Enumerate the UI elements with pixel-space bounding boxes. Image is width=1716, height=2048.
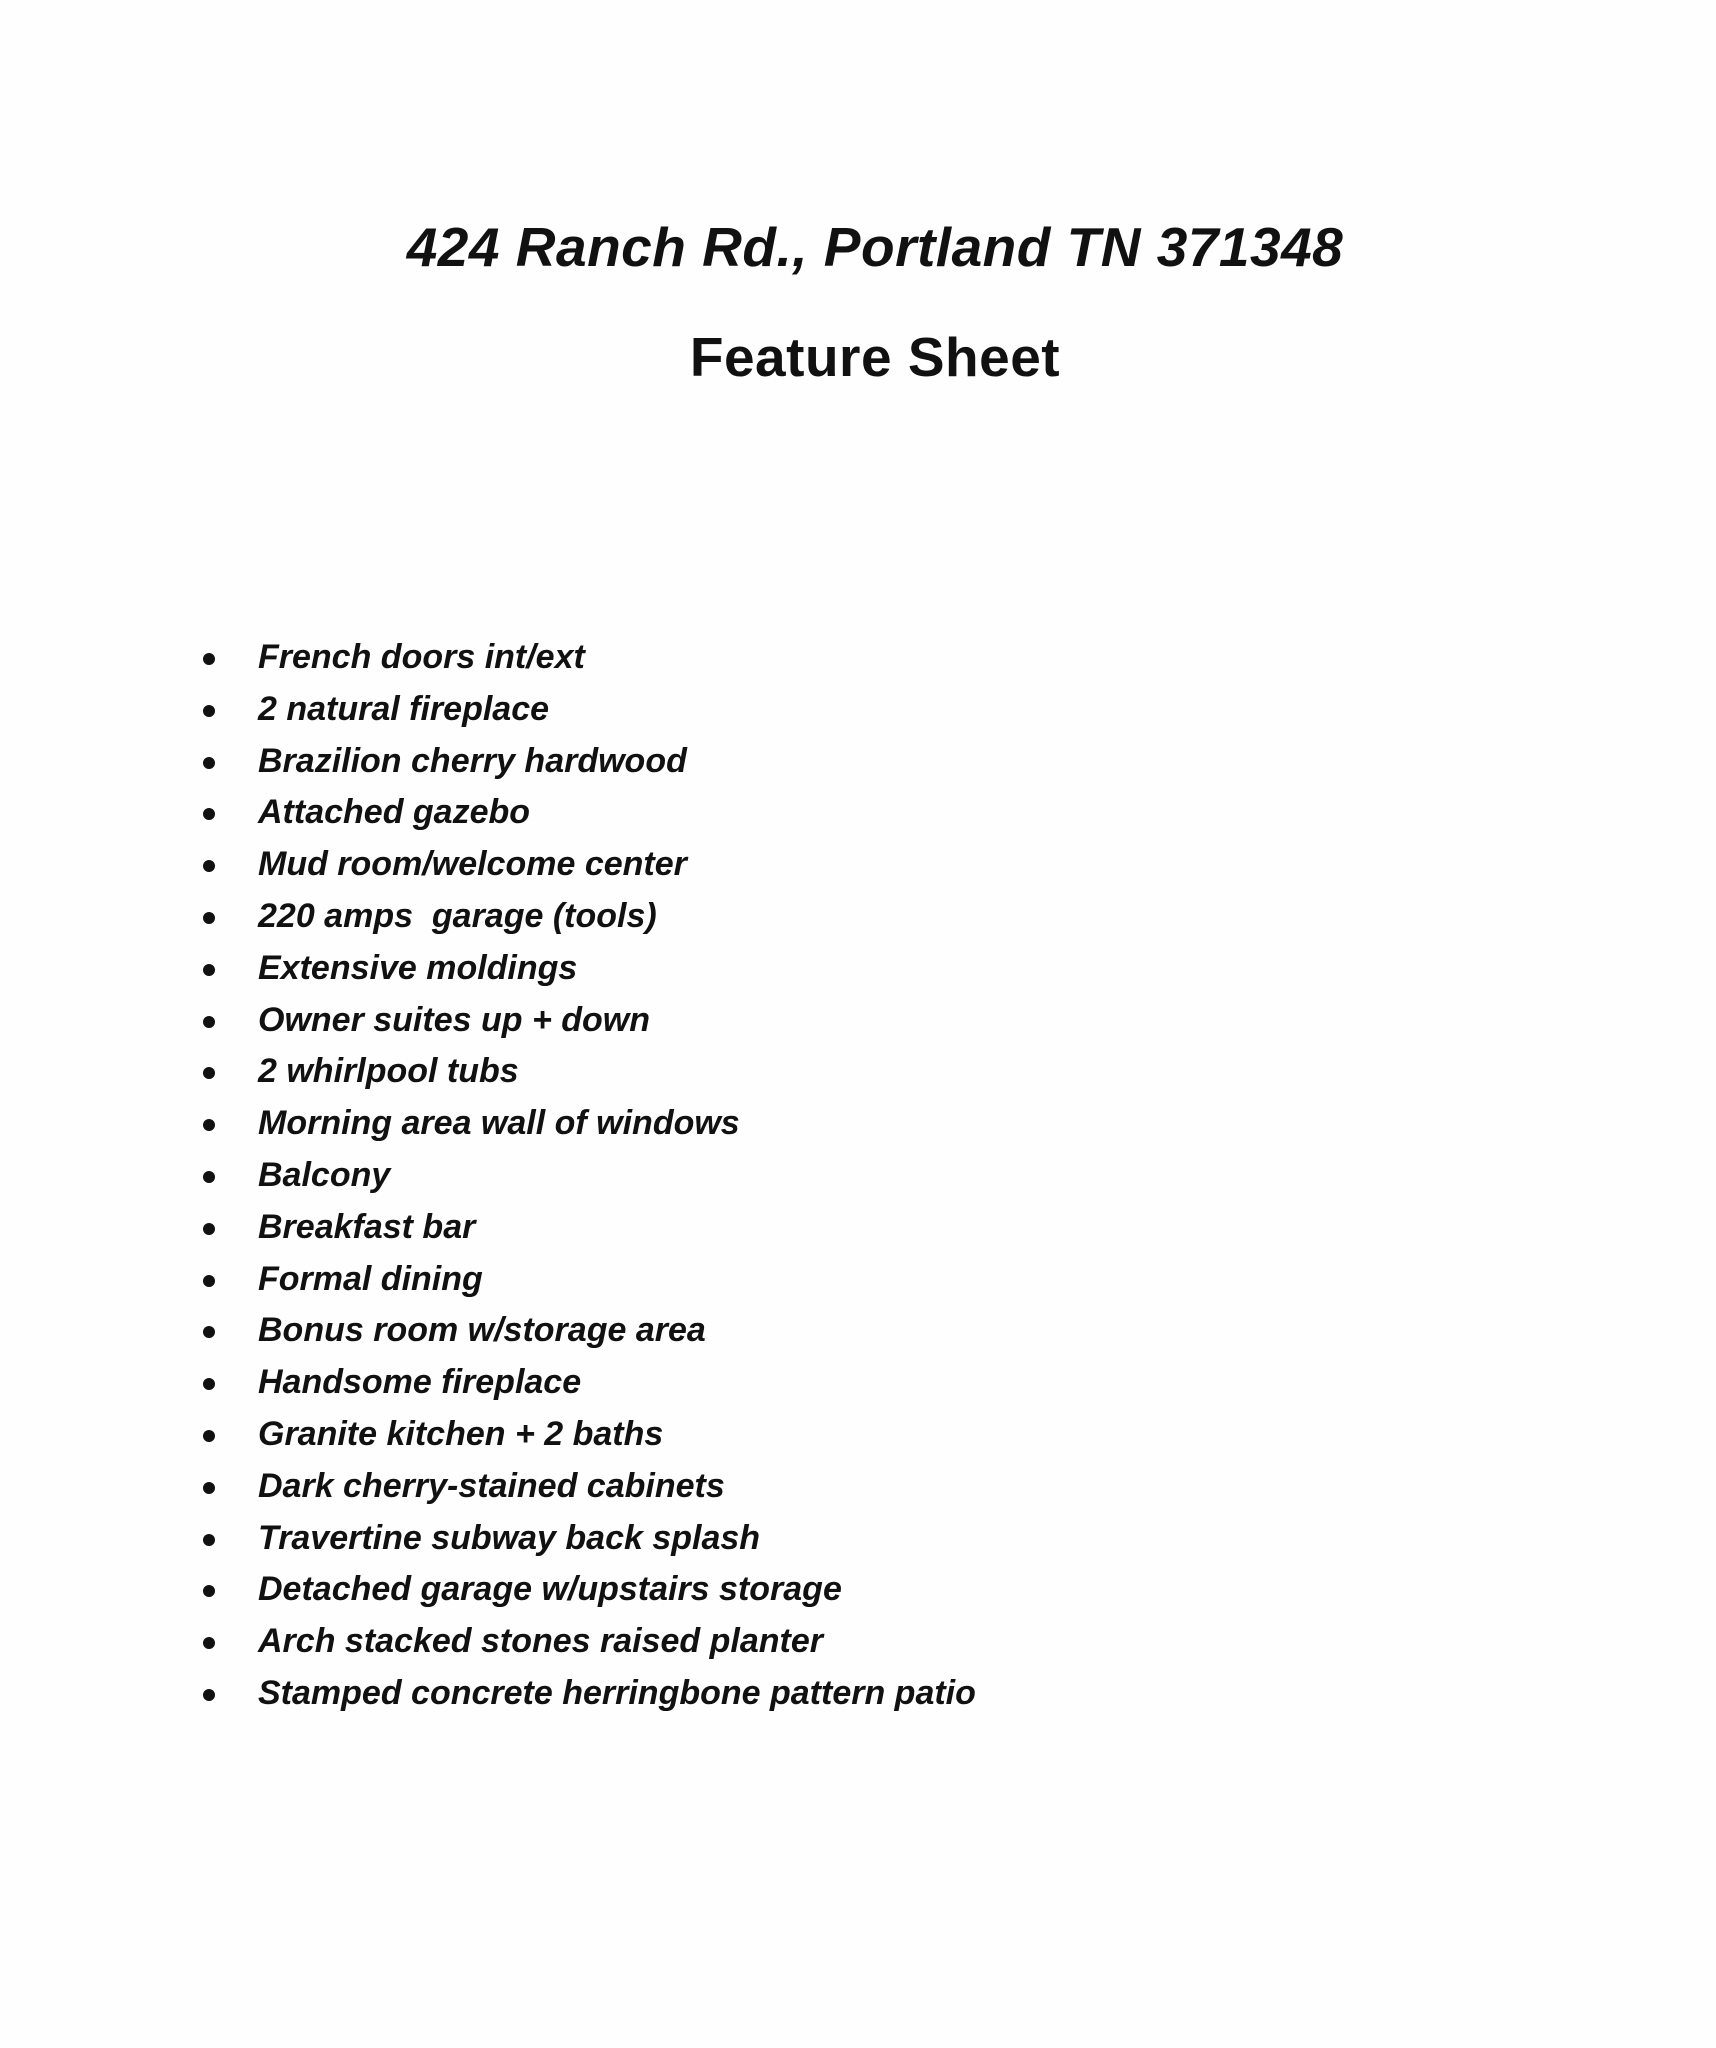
bullet-icon <box>203 912 215 924</box>
feature-text: 2 whirlpool tubs <box>258 1052 519 1091</box>
bullet-icon <box>203 1585 215 1597</box>
bullet-icon <box>203 808 215 820</box>
bullet-icon <box>203 1430 215 1442</box>
feature-text: Dark cherry-stained cabinets <box>258 1466 725 1505</box>
feature-text: Brazilion cherry hardwood <box>258 741 687 780</box>
feature-text: Granite kitchen + 2 baths <box>258 1414 664 1453</box>
bullet-icon <box>203 860 215 872</box>
list-item <box>200 943 976 995</box>
feature-text: Attached gazebo <box>258 793 531 832</box>
list-item <box>200 684 976 736</box>
list-item <box>200 787 976 839</box>
feature-list <box>200 632 976 1720</box>
list-item <box>200 632 976 684</box>
feature-text: Morning area wall of windows <box>258 1104 740 1143</box>
bullet-icon <box>203 1275 215 1287</box>
list-item <box>200 1305 976 1357</box>
list-item <box>200 995 976 1047</box>
page-title: 424 Ranch Rd., Portland TN 371348 <box>406 216 1344 278</box>
feature-text: French doors int/ext <box>258 638 585 676</box>
bullet-icon <box>203 1326 215 1338</box>
bullet-icon <box>203 653 215 665</box>
list-item <box>200 1513 976 1565</box>
list-item <box>200 1461 976 1513</box>
feature-text: Arch stacked stones raised planter <box>258 1622 824 1661</box>
list-item <box>200 1098 976 1150</box>
bullet-icon <box>203 1067 215 1079</box>
list-item <box>200 839 976 891</box>
feature-text: Mud room/welcome center <box>258 845 687 884</box>
bullet-icon <box>203 1637 215 1649</box>
feature-text: Handsome fireplace <box>258 1363 582 1402</box>
feature-text: Breakfast bar <box>258 1207 476 1246</box>
feature-text: Formal dining <box>258 1259 483 1298</box>
bullet-icon <box>203 1482 215 1494</box>
bullet-icon <box>203 964 215 976</box>
bullet-icon <box>203 757 215 769</box>
list-item <box>200 1254 976 1306</box>
list-item <box>200 1409 976 1461</box>
list-item <box>200 1668 976 1720</box>
feature-text: Travertine subway back splash <box>258 1518 761 1557</box>
feature-text: Owner suites up + down <box>258 1000 650 1039</box>
bullet-icon <box>203 1119 215 1131</box>
bullet-icon <box>203 705 215 717</box>
feature-text: Extensive moldings <box>258 948 578 987</box>
feature-text: Balcony <box>258 1155 391 1194</box>
feature-text: Bonus room w/storage area <box>258 1311 706 1350</box>
feature-text: 2 natural fireplace <box>258 689 550 728</box>
list-item <box>200 1564 976 1616</box>
page-subtitle: Feature Sheet <box>689 326 1061 388</box>
list-item <box>200 1202 976 1254</box>
list-item <box>200 1150 976 1202</box>
list-item <box>200 736 976 788</box>
list-item <box>200 1357 976 1409</box>
bullet-icon <box>203 1689 215 1701</box>
bullet-icon <box>203 1223 215 1235</box>
list-item <box>200 891 976 943</box>
bullet-icon <box>203 1016 215 1028</box>
list-item <box>200 1616 976 1668</box>
feature-text: Detached garage w/upstairs storage <box>258 1570 842 1609</box>
feature-text: 220 amps garage (tools) <box>258 896 657 935</box>
bullet-icon <box>203 1534 215 1546</box>
feature-text: Stamped concrete herringbone pattern patio <box>258 1673 976 1712</box>
bullet-icon <box>203 1378 215 1390</box>
bullet-icon <box>203 1171 215 1183</box>
list-item <box>200 1046 976 1098</box>
